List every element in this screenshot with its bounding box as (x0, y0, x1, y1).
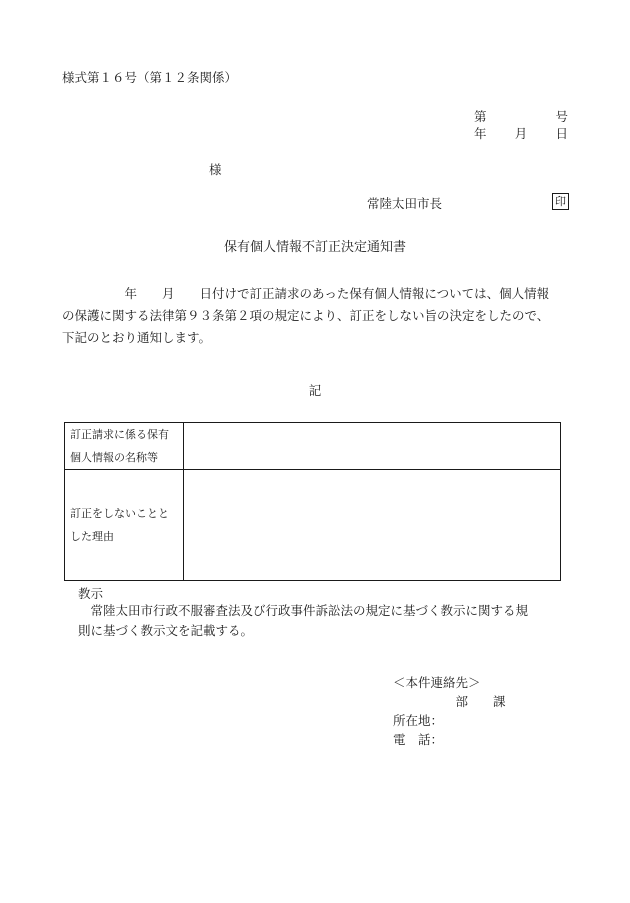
notice-line: 則に基づく教示文を記載する。 (78, 623, 254, 638)
reference-suffix: 号 (555, 109, 568, 124)
seal-mark: 印 (552, 193, 569, 210)
document-title: 保有個人情報不訂正決定通知書 (223, 240, 406, 255)
contact-department: 部 課 (393, 694, 506, 709)
label-line: 訂正をしないことと (70, 507, 169, 520)
reference-prefix: 第 (474, 109, 487, 124)
body-line: 年 月 日付けで訂正請求のあった保有個人情報については、個人情報 (62, 286, 550, 301)
addressee: 様 (209, 162, 222, 177)
reason-label (65, 470, 184, 581)
table-row (65, 423, 561, 470)
body-line: 下記のとおり通知します。 (62, 330, 212, 345)
date-day: 日 (555, 126, 568, 141)
reference-number (474, 107, 568, 125)
record-name-value[interactable] (184, 423, 561, 470)
label-line: した理由 (70, 530, 114, 543)
table-row (65, 470, 561, 581)
label-line: 個人情報の名称等 (70, 451, 158, 464)
ki-heading: 記 (308, 383, 322, 398)
contact-heading: ＜本件連絡先＞ (393, 675, 481, 690)
form-header: 様式第１６号（第１２条関係） (62, 70, 238, 85)
reason-value[interactable] (184, 470, 561, 581)
issuer-name: 常陸太田市長 (367, 196, 443, 211)
body-paragraph (62, 283, 582, 349)
contact-phone-label: 電 話： (393, 732, 444, 747)
label-line: 訂正請求に係る保有 (70, 428, 169, 441)
contact-block (393, 673, 506, 749)
date-month: 月 (514, 126, 528, 141)
detail-table (64, 422, 561, 581)
date-year: 年 (474, 126, 487, 141)
notice-line: 常陸太田市行政不服審査法及び行政事件訴訟法の規定に基づく教示に関する規 (78, 603, 529, 618)
notice-body (78, 601, 578, 641)
record-name-label (65, 423, 184, 470)
body-line: の保護に関する法律第９３条第２項の規定により、訂正をしない旨の決定をしたので、 (62, 308, 550, 323)
contact-address-label: 所在地： (393, 713, 444, 728)
notice-heading: 教示 (78, 586, 104, 601)
issue-date (474, 124, 568, 142)
